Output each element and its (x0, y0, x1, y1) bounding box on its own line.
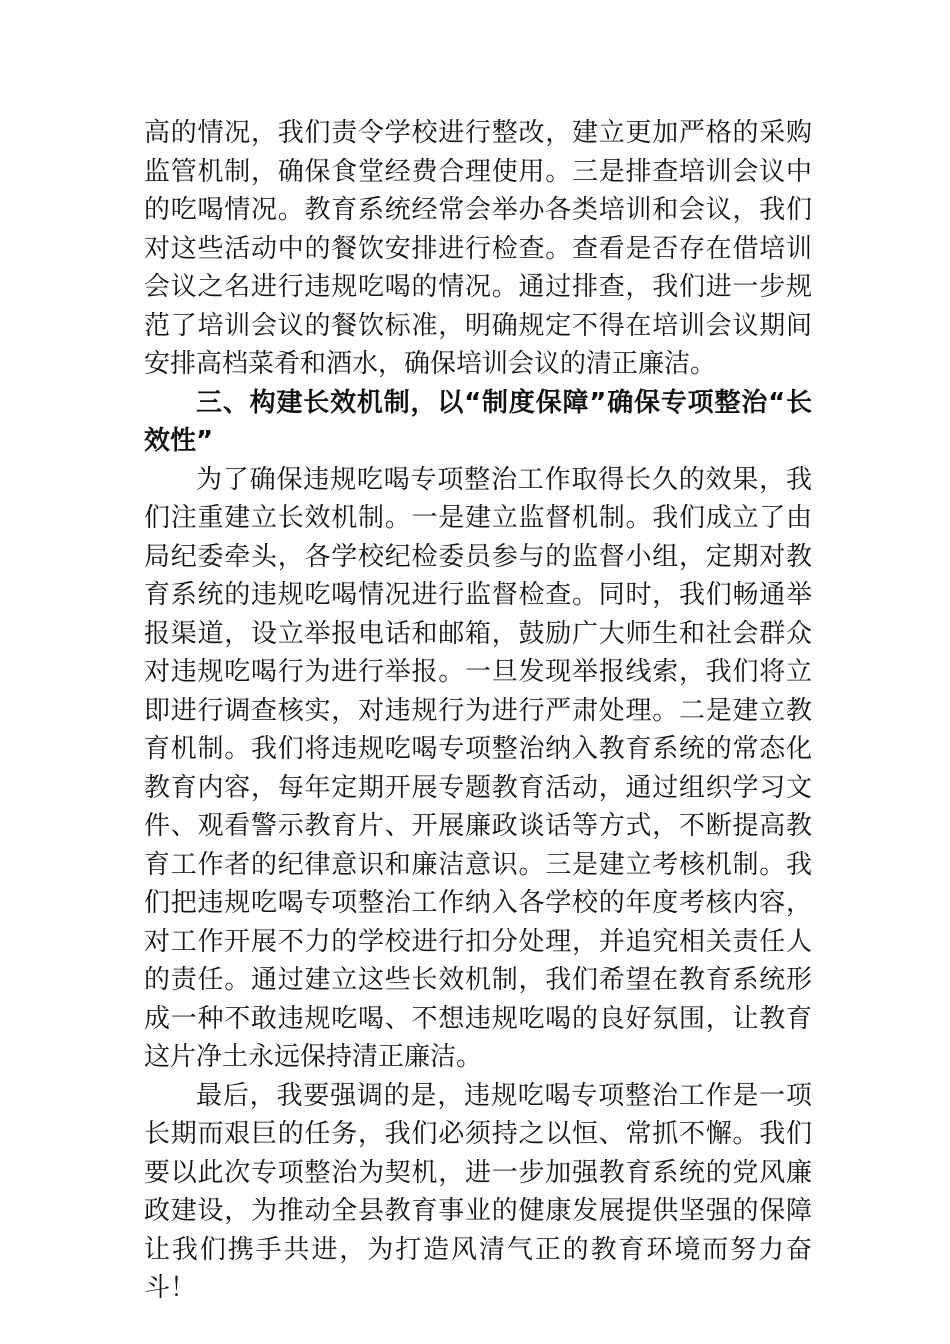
paragraph-conclusion: 最后，我要强调的是，违规吃喝专项整治工作是一项长期而艰巨的任务，我们必须持之以恒、常抓不懈。我们要以此次专项整治为契机，进一步加强教育系统的党风廉政建设，为推动全县教育事业的健康发展提供坚强的保障让我们携手共进，为打造风清气正的教育环境而努力奋斗！ (144, 1080, 812, 1303)
document-page (144, 114, 812, 1308)
paragraph-mechanism: 为了确保违规吃喝专项整治工作取得长久的效果，我们注重建立长效机制。一是建立监督机制。我们成立了由局纪委牵头，各学校纪检委员参与的监督小组，定期对教育系统的违规吃喝情况进行监督检查。同时，我们畅通举报渠道，设立举报电话和邮箱，鼓励广大师生和社会群众对违规吃喝行为进行举报。一旦发现举报线索，我们将立即进行调查核实，对违规行为进行严肃处理。二是建立教育机制。我们将违规吃喝专项整治纳入教育系统的常态化教育内容，每年定期开展专题教育活动，通过组织学习文件、观看警示教育片、开展廉政谈话等方式，不断提高教育工作者的纪律意识和廉洁意识。三是建立考核机制。我们把违规吃喝专项整治工作纳入各学校的年度考核内容，对工作开展不力的学校进行扣分处理，并追究相关责任人的责任。通过建立这些长效机制，我们希望在教育系统形成一种不敢违规吃喝、不想违规吃喝的良好氛围，让教育这片净土永远保持清正廉洁。 (144, 464, 812, 1072)
paragraph-continuation: 高的情况，我们责令学校进行整改，建立更加严格的采购监管机制，确保食堂经费合理使用。三是排查培训会议中的吃喝情况。教育系统经常会举办各类培训和会议，我们对这些活动中的餐饮安排进行检查。查看是否存在借培训会议之名进行违规吃喝的情况。通过排查，我们进一步规范了培训会议的餐饮标准，明确规定不得在培训会议期间安排高档菜肴和酒水，确保培训会议的清正廉洁。 (144, 118, 812, 379)
section-heading: 三、构建长效机制，以“制度保障”确保专项整治“长效性” (144, 387, 812, 456)
